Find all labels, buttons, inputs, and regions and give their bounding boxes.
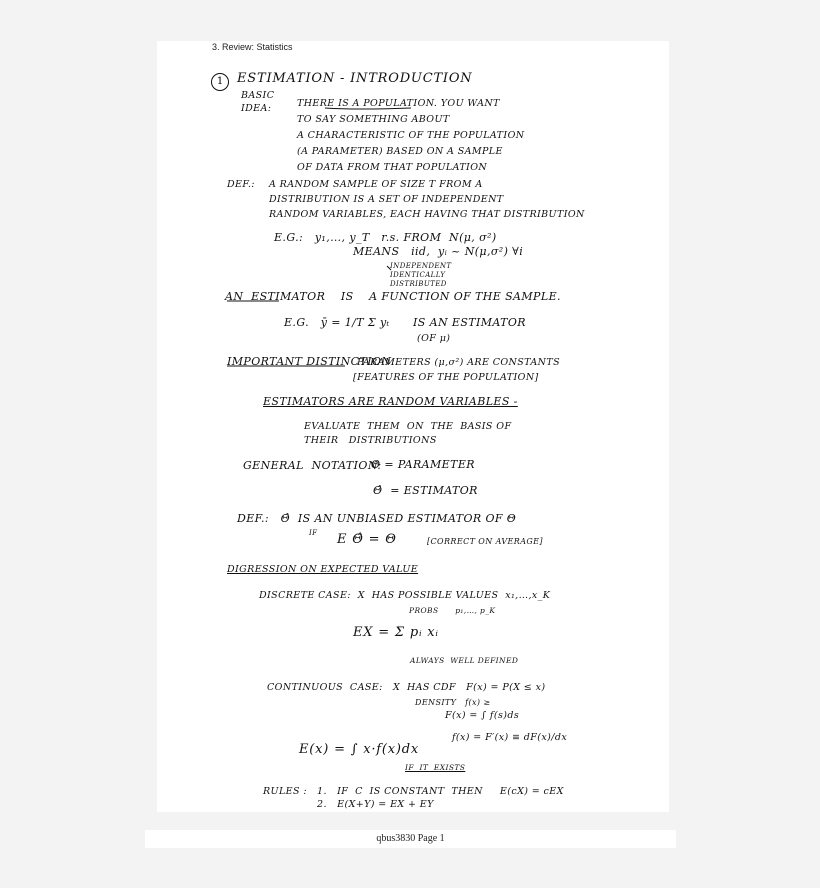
density-derivative: f(x) = F′(x) ≡ dF(x)/dx [452,732,568,743]
rules-label: RULES : [263,786,307,797]
evaluate-text: EVALUATE THEM ON THE BASIS OF THEIR DISTRIBUTIONS [304,421,512,446]
rule-2: 2. E(X+Y) = EX + EY [317,799,434,810]
continuous-case: CONTINUOUS CASE: X HAS CDF F(x) = P(X ≤ x) [267,682,546,693]
section-title: ESTIMATION - INTRODUCTION [237,71,473,86]
def-label: DEF.: [227,179,255,190]
rule-1: 1. IF C IS CONSTANT THEN E(cX) = cEX [317,786,564,797]
important-label: IMPORTANT DISTINCTION: [227,355,396,368]
section-header: 3. Review: Statistics [212,42,293,52]
example-2: E.G. ȳ = 1/T Σ yₜ IS AN ESTIMATOR [284,316,526,329]
page-footer: qbus3830 Page 1 [376,833,445,844]
estimators-random-variables: ESTIMATORS ARE RANDOM VARIABLES - [263,395,518,408]
example-2-note: (OF μ) [417,333,451,344]
discrete-case: DISCRETE CASE: X HAS POSSIBLE VALUES x₁,…,x_K [259,590,551,601]
theta-parameter: Θ = PARAMETER [371,458,475,471]
ink-strokes [157,41,669,812]
theta-estimator: Θ̂ = ESTIMATOR [373,484,478,497]
important-note: [FEATURES OF THE POPULATION] [353,372,539,383]
section-number: 1 [211,73,229,91]
example-1: E.G.: y₁,…, y_T r.s. FROM N(μ, σ²) [274,231,497,244]
def-text: A RANDOM SAMPLE OF SIZE T FROM A DISTRIBUTION IS A SET OF INDEPENDENT RANDOM VARIABLES, EACH HAVING THAT DISTRIBUTION [269,179,585,220]
basic-idea-label: BASIC IDEA: [241,90,275,114]
estimator-definition: AN ESTIMATOR IS A FUNCTION OF THE SAMPLE. [225,290,561,303]
digression-heading: DIGRESSION ON EXPECTED VALUE [227,564,419,575]
iid-arrow [387,266,391,270]
population-underline [325,108,411,109]
discrete-expectation: EX = Σ pᵢ xᵢ [353,625,439,640]
unbiased-note: [CORRECT ON AVERAGE] [427,537,543,546]
always-well-defined: ALWAYS WELL DEFINED [410,656,519,665]
unbiased-if: IF [309,529,318,537]
important-text: PARAMETERS (μ,σ²) ARE CONSTANTS [357,357,561,368]
iid-expansion: INDEPENDENT IDENTICALLY DISTRIBUTED [390,262,452,288]
footer-bar [145,830,676,848]
example-1-means: MEANS iid, yᵢ ~ N(μ,σ²) ∀i [353,245,524,258]
if-it-exists: IF IT EXISTS [405,763,466,772]
unbiased-definition: DEF.: Θ̂ IS AN UNBIASED ESTIMATOR OF Θ [237,512,517,525]
general-notation-label: GENERAL NOTATION: [243,459,382,472]
basic-idea-text: THERE IS A POPULATION. YOU WANT TO SAY SOMETHING ABOUT A CHARACTERISTIC OF THE POPULATION (A PARAMETER) BASED ON A SAMPLE OF DATA FROM THAT POPULATION [297,98,525,173]
notes-page [157,41,669,812]
unbiased-equation: E Θ̂ = Θ [337,532,397,547]
continuous-expectation: E(x) = ∫ x·f(x)dx [299,742,420,757]
density: DENSITY f(x) ≥ [415,698,491,707]
cdf-integral: F(x) = ∫ f(s)ds [445,710,520,721]
discrete-probs: PROBS p₁,…, p_K [409,606,496,615]
